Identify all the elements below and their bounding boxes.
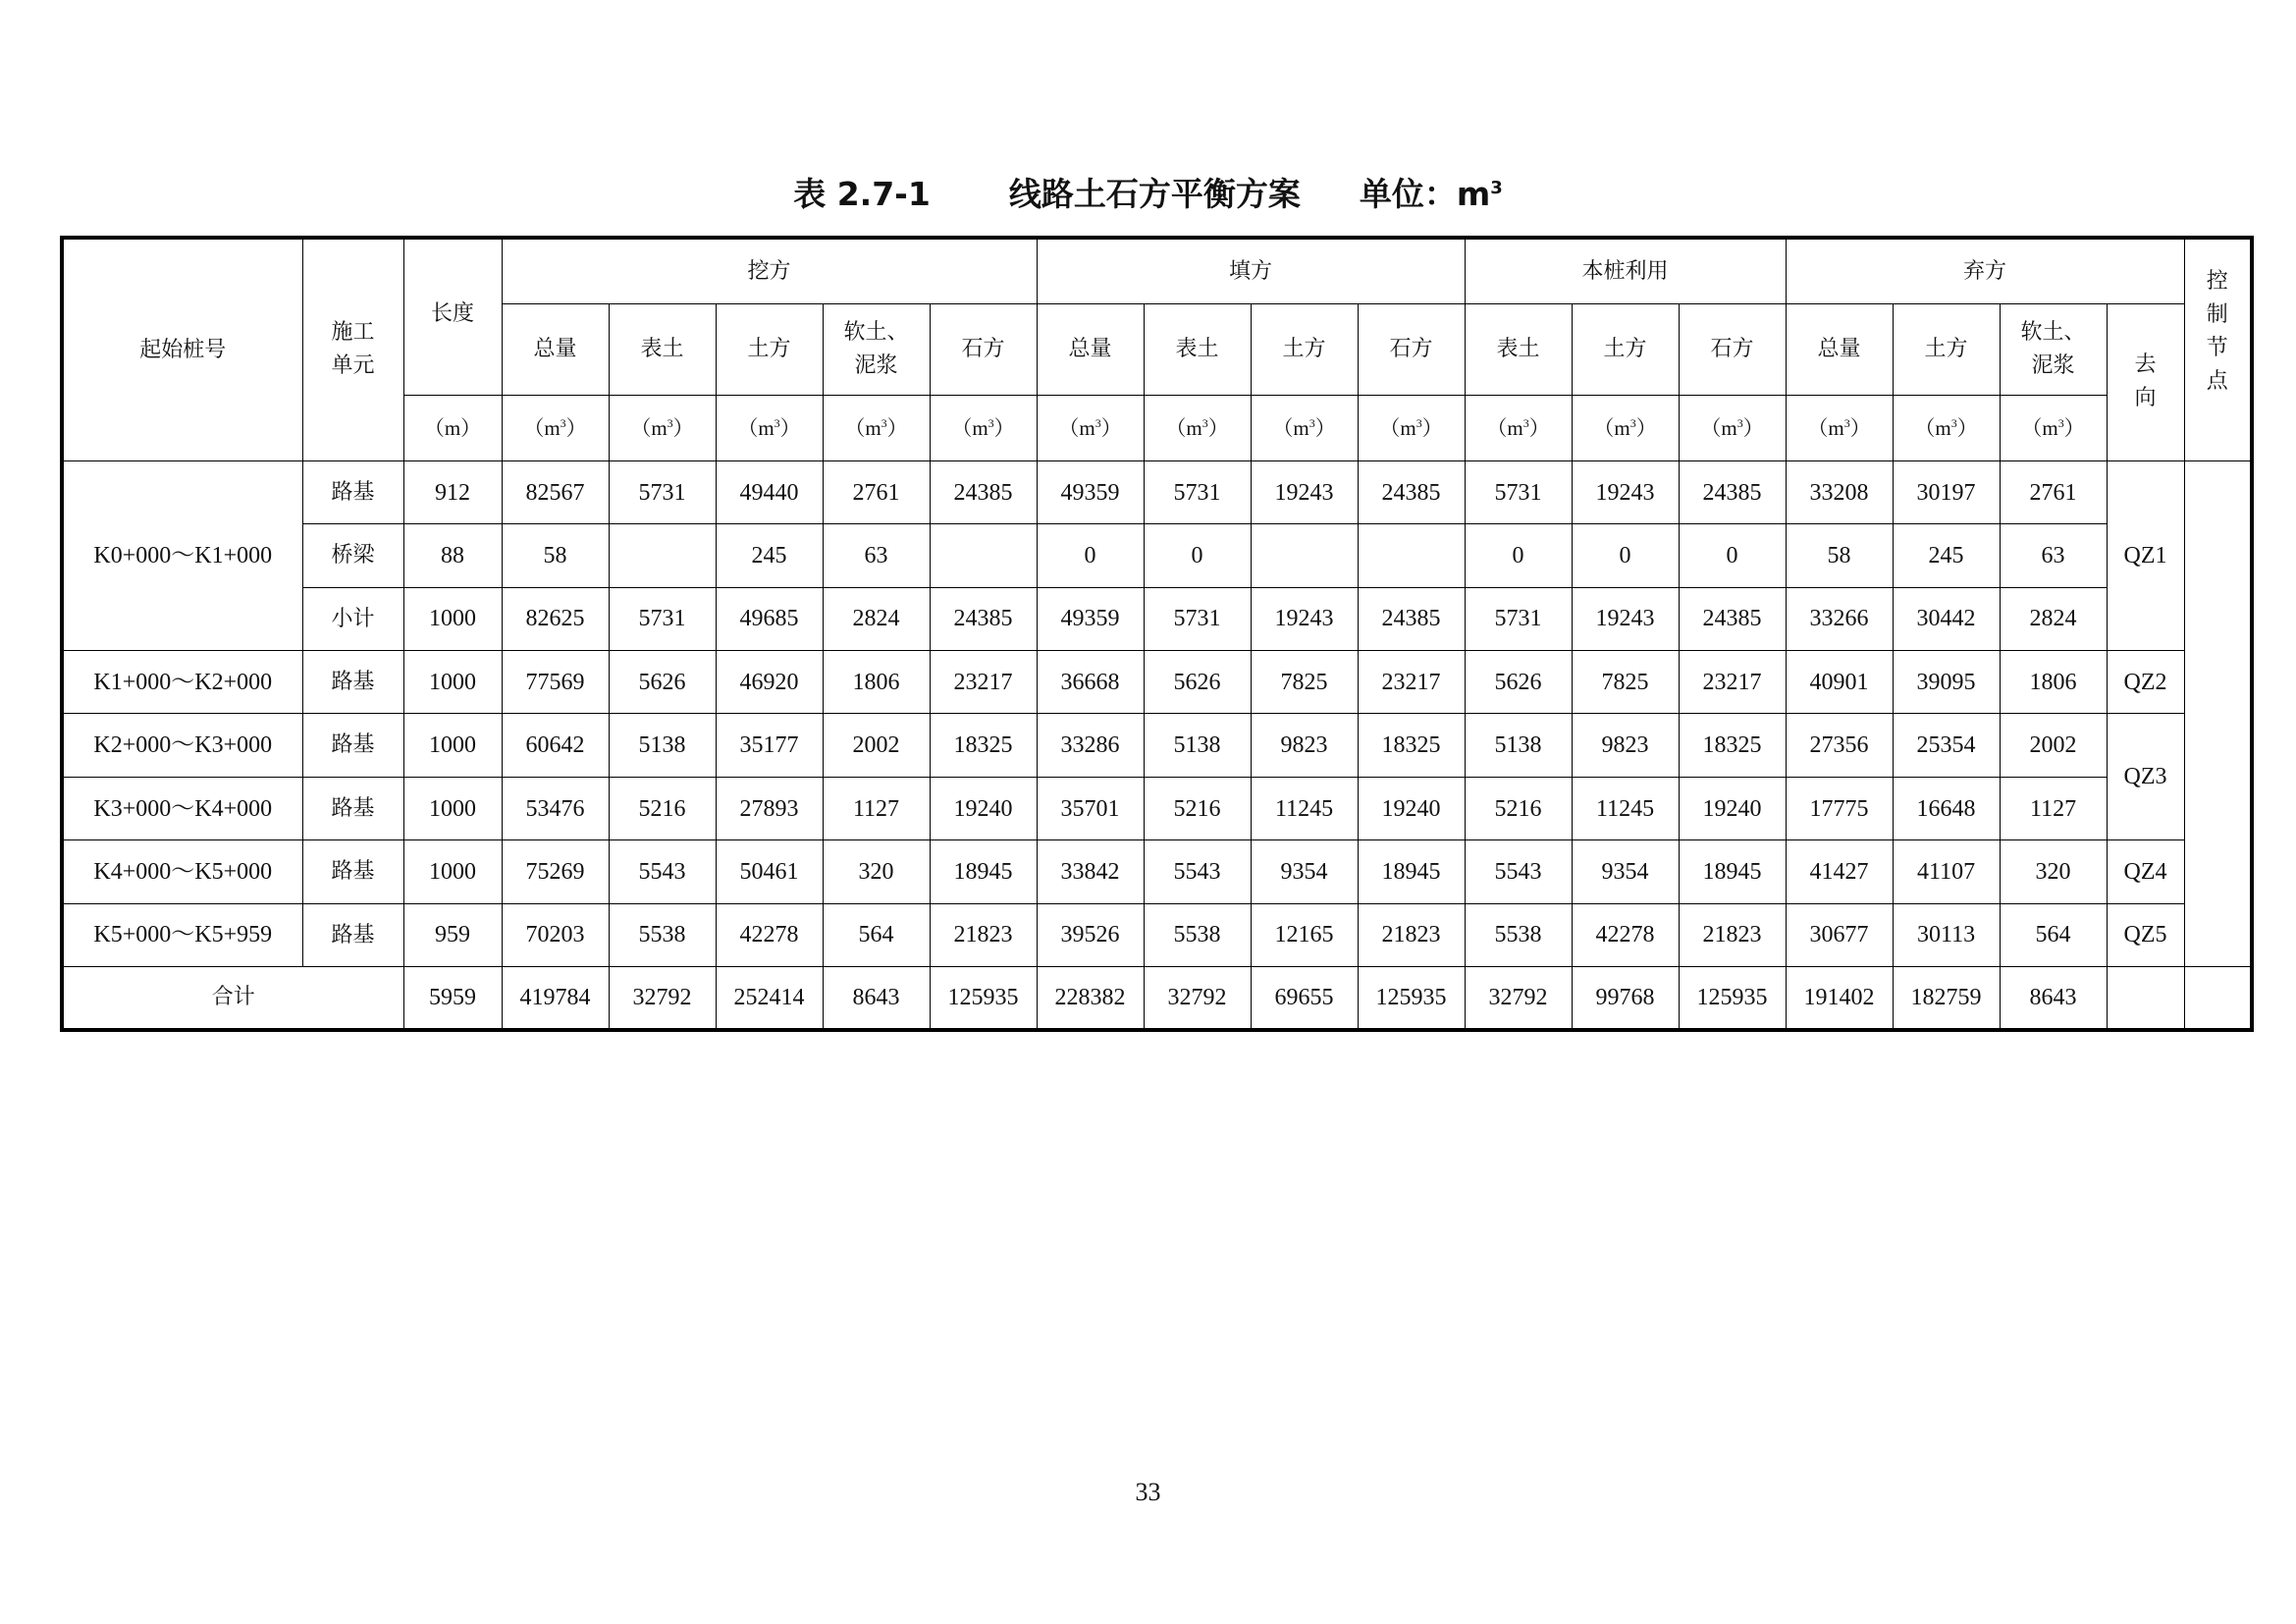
fill-rock-cell: 19240 — [1358, 777, 1465, 839]
fill-rock-cell: 24385 — [1358, 587, 1465, 650]
control-node-cell — [2184, 460, 2252, 966]
total-destination-cell — [2107, 967, 2184, 1030]
length-cell: 1000 — [403, 714, 502, 777]
waste-total-cell: 40901 — [1786, 651, 1893, 714]
total-cut-total-cell: 419784 — [502, 967, 609, 1030]
header-reuse: 本桩利用 — [1465, 238, 1786, 303]
cut-earth-cell: 49685 — [716, 587, 823, 650]
cut-soft-cell: 2002 — [823, 714, 930, 777]
total-cut-earth-cell: 252414 — [716, 967, 823, 1030]
fill-earth-cell: 9823 — [1251, 714, 1358, 777]
earthwork-balance-table — [60, 236, 2254, 1032]
header-cut-total: 总量 — [502, 303, 609, 396]
cut-topsoil-cell: 5538 — [609, 903, 716, 966]
construction-unit-cell: 路基 — [302, 777, 403, 839]
fill-rock-cell: 24385 — [1358, 460, 1465, 523]
reuse-rock-cell: 0 — [1679, 524, 1786, 587]
length-cell: 1000 — [403, 651, 502, 714]
total-fill-earth-cell: 69655 — [1251, 967, 1358, 1030]
waste-earth-cell: 39095 — [1893, 651, 2000, 714]
fill-earth-cell — [1251, 524, 1358, 587]
length-cell: 959 — [403, 903, 502, 966]
unit-label: 单位：$m^3$ — [1359, 175, 1503, 213]
header-cut: 挖方 — [502, 238, 1037, 303]
total-length-cell: 5959 — [403, 967, 502, 1030]
total-row — [62, 967, 2252, 1030]
cut-total-cell: 82625 — [502, 587, 609, 650]
cut-rock-cell — [930, 524, 1037, 587]
waste-soft-cell: 1127 — [2000, 777, 2107, 839]
stake-range-cell: K4+000～K5+000 — [62, 840, 302, 903]
cut-earth-cell: 50461 — [716, 840, 823, 903]
volume-unit-cell: $(m^3)$ — [930, 396, 1037, 460]
header-fill-earth: 土方 — [1251, 303, 1358, 396]
total-cut-soft-cell: 8643 — [823, 967, 930, 1030]
waste-earth-cell: 25354 — [1893, 714, 2000, 777]
header-waste-earth: 土方 — [1893, 303, 2000, 396]
cut-soft-cell: 320 — [823, 840, 930, 903]
header-waste-total: 总量 — [1786, 303, 1893, 396]
volume-unit-cell: $(m^3)$ — [1358, 396, 1465, 460]
fill-rock-cell: 21823 — [1358, 903, 1465, 966]
cut-earth-cell: 35177 — [716, 714, 823, 777]
length-cell: 912 — [403, 460, 502, 523]
header-reuse-earth: 土方 — [1572, 303, 1679, 396]
stake-range-cell: K3+000～K4+000 — [62, 777, 302, 839]
waste-soft-cell: 320 — [2000, 840, 2107, 903]
header-row-groups — [62, 238, 2252, 303]
fill-topsoil-cell: 5216 — [1144, 777, 1251, 839]
total-reuse-rock-cell: 125935 — [1679, 967, 1786, 1030]
total-waste-earth-cell: 182759 — [1893, 967, 2000, 1030]
total-label-cell: 合计 — [62, 967, 403, 1030]
cut-earth-cell: 27893 — [716, 777, 823, 839]
waste-earth-cell: 245 — [1893, 524, 2000, 587]
reuse-rock-cell: 19240 — [1679, 777, 1786, 839]
total-fill-rock-cell: 125935 — [1358, 967, 1465, 1030]
reuse-topsoil-cell: 5138 — [1465, 714, 1572, 777]
cut-rock-cell: 19240 — [930, 777, 1037, 839]
reuse-rock-cell: 24385 — [1679, 460, 1786, 523]
construction-unit-cell: 小计 — [302, 587, 403, 650]
table-caption — [0, 169, 2296, 215]
reuse-topsoil-cell: 5538 — [1465, 903, 1572, 966]
reuse-topsoil-cell: 0 — [1465, 524, 1572, 587]
cut-total-cell: 60642 — [502, 714, 609, 777]
destination-cell: QZ3 — [2107, 714, 2184, 840]
reuse-topsoil-cell: 5543 — [1465, 840, 1572, 903]
cut-rock-cell: 21823 — [930, 903, 1037, 966]
cut-total-cell: 77569 — [502, 651, 609, 714]
reuse-earth-cell: 7825 — [1572, 651, 1679, 714]
volume-unit-cell: $(m^3)$ — [823, 396, 930, 460]
total-waste-total-cell: 191402 — [1786, 967, 1893, 1030]
reuse-earth-cell: 19243 — [1572, 460, 1679, 523]
cut-rock-cell: 24385 — [930, 587, 1037, 650]
waste-earth-cell: 41107 — [1893, 840, 2000, 903]
fill-rock-cell: 18945 — [1358, 840, 1465, 903]
total-waste-soft-cell: 8643 — [2000, 967, 2107, 1030]
waste-earth-cell: 30113 — [1893, 903, 2000, 966]
waste-earth-cell: 30442 — [1893, 587, 2000, 650]
reuse-topsoil-cell: 5626 — [1465, 651, 1572, 714]
cut-topsoil-cell: 5626 — [609, 651, 716, 714]
destination-cell: QZ1 — [2107, 460, 2184, 650]
construction-unit-cell: 路基 — [302, 840, 403, 903]
total-cut-rock-cell: 125935 — [930, 967, 1037, 1030]
fill-earth-cell: 7825 — [1251, 651, 1358, 714]
header-reuse-topsoil: 表土 — [1465, 303, 1572, 396]
table-row — [62, 524, 2252, 587]
cut-earth-cell: 42278 — [716, 903, 823, 966]
volume-unit-cell: $(m^3)$ — [1037, 396, 1144, 460]
fill-total-cell: 33842 — [1037, 840, 1144, 903]
table-row — [62, 651, 2252, 714]
cut-earth-cell: 46920 — [716, 651, 823, 714]
reuse-earth-cell: 0 — [1572, 524, 1679, 587]
reuse-topsoil-cell: 5216 — [1465, 777, 1572, 839]
cut-rock-cell: 23217 — [930, 651, 1037, 714]
cut-total-cell: 70203 — [502, 903, 609, 966]
waste-total-cell: 17775 — [1786, 777, 1893, 839]
header-destination: 去向 — [2107, 303, 2184, 460]
volume-unit-cell: $(m^3)$ — [502, 396, 609, 460]
volume-unit-cell: $(m^3)$ — [716, 396, 823, 460]
header-fill: 填方 — [1037, 238, 1465, 303]
fill-topsoil-cell: 5626 — [1144, 651, 1251, 714]
cut-soft-cell: 564 — [823, 903, 930, 966]
volume-unit-cell: $(m^3)$ — [1572, 396, 1679, 460]
reuse-rock-cell: 23217 — [1679, 651, 1786, 714]
destination-cell: QZ5 — [2107, 903, 2184, 966]
fill-total-cell: 39526 — [1037, 903, 1144, 966]
fill-topsoil-cell: 5731 — [1144, 587, 1251, 650]
destination-cell: QZ2 — [2107, 651, 2184, 714]
reuse-topsoil-cell: 5731 — [1465, 587, 1572, 650]
page-number: 33 — [1135, 1478, 1161, 1506]
length-cell: 1000 — [403, 840, 502, 903]
reuse-rock-cell: 18945 — [1679, 840, 1786, 903]
cut-topsoil-cell: 5543 — [609, 840, 716, 903]
cut-soft-cell: 2824 — [823, 587, 930, 650]
cut-soft-cell: 63 — [823, 524, 930, 587]
total-reuse-topsoil-cell: 32792 — [1465, 967, 1572, 1030]
fill-total-cell: 36668 — [1037, 651, 1144, 714]
header-fill-rock: 石方 — [1358, 303, 1465, 396]
header-cut-topsoil: 表土 — [609, 303, 716, 396]
waste-soft-cell: 63 — [2000, 524, 2107, 587]
fill-topsoil-cell: 5543 — [1144, 840, 1251, 903]
volume-unit-cell: $(m^3)$ — [1679, 396, 1786, 460]
fill-topsoil-cell: 0 — [1144, 524, 1251, 587]
stake-range-cell: K0+000～K1+000 — [62, 460, 302, 650]
cut-rock-cell: 24385 — [930, 460, 1037, 523]
cut-topsoil-cell: 5731 — [609, 587, 716, 650]
reuse-earth-cell: 11245 — [1572, 777, 1679, 839]
waste-total-cell: 41427 — [1786, 840, 1893, 903]
cut-total-cell: 53476 — [502, 777, 609, 839]
reuse-rock-cell: 21823 — [1679, 903, 1786, 966]
reuse-earth-cell: 42278 — [1572, 903, 1679, 966]
total-fill-total-cell: 228382 — [1037, 967, 1144, 1030]
length-cell: 1000 — [403, 587, 502, 650]
fill-earth-cell: 11245 — [1251, 777, 1358, 839]
volume-unit-cell: $(m^3)$ — [1893, 396, 2000, 460]
volume-unit-cell: $(m^3)$ — [1144, 396, 1251, 460]
cut-rock-cell: 18325 — [930, 714, 1037, 777]
waste-soft-cell: 2002 — [2000, 714, 2107, 777]
fill-rock-cell — [1358, 524, 1465, 587]
construction-unit-cell: 路基 — [302, 460, 403, 523]
table-row — [62, 460, 2252, 523]
volume-unit-cell: $(m^3)$ — [1465, 396, 1572, 460]
header-waste: 弃方 — [1786, 238, 2184, 303]
waste-total-cell: 33208 — [1786, 460, 1893, 523]
cut-soft-cell: 1127 — [823, 777, 930, 839]
reuse-topsoil-cell: 5731 — [1465, 460, 1572, 523]
volume-unit-cell: $(m^3)$ — [2000, 396, 2107, 460]
length-cell: 1000 — [403, 777, 502, 839]
construction-unit-cell: 路基 — [302, 651, 403, 714]
fill-earth-cell: 9354 — [1251, 840, 1358, 903]
cut-earth-cell: 245 — [716, 524, 823, 587]
construction-unit-cell: 桥梁 — [302, 524, 403, 587]
reuse-earth-cell: 19243 — [1572, 587, 1679, 650]
table-row — [62, 903, 2252, 966]
table-row — [62, 714, 2252, 777]
cut-total-cell: 82567 — [502, 460, 609, 523]
header-cut-earth: 土方 — [716, 303, 823, 396]
header-cut-rock: 石方 — [930, 303, 1037, 396]
header-length-unit: （m） — [403, 396, 502, 460]
table-row — [62, 587, 2252, 650]
table-row — [62, 840, 2252, 903]
volume-unit-cell: $(m^3)$ — [1786, 396, 1893, 460]
reuse-rock-cell: 24385 — [1679, 587, 1786, 650]
construction-unit-cell: 路基 — [302, 714, 403, 777]
fill-earth-cell: 19243 — [1251, 460, 1358, 523]
waste-total-cell: 33266 — [1786, 587, 1893, 650]
fill-earth-cell: 19243 — [1251, 587, 1358, 650]
waste-earth-cell: 30197 — [1893, 460, 2000, 523]
fill-total-cell: 35701 — [1037, 777, 1144, 839]
reuse-earth-cell: 9354 — [1572, 840, 1679, 903]
fill-earth-cell: 12165 — [1251, 903, 1358, 966]
fill-total-cell: 49359 — [1037, 460, 1144, 523]
fill-topsoil-cell: 5138 — [1144, 714, 1251, 777]
header-waste-soft: 软土、泥浆 — [2000, 303, 2107, 396]
volume-unit-cell: $(m^3)$ — [609, 396, 716, 460]
total-fill-topsoil-cell: 32792 — [1144, 967, 1251, 1030]
header-unit: 施工单元 — [302, 238, 403, 460]
cut-total-cell: 75269 — [502, 840, 609, 903]
cut-earth-cell: 49440 — [716, 460, 823, 523]
header-reuse-rock: 石方 — [1679, 303, 1786, 396]
fill-topsoil-cell: 5731 — [1144, 460, 1251, 523]
reuse-earth-cell: 9823 — [1572, 714, 1679, 777]
header-fill-total: 总量 — [1037, 303, 1144, 396]
destination-cell: QZ4 — [2107, 840, 2184, 903]
header-start-stake: 起始桩号 — [62, 238, 302, 460]
waste-total-cell: 27356 — [1786, 714, 1893, 777]
header-cut-soft: 软土、泥浆 — [823, 303, 930, 396]
cut-topsoil-cell: 5138 — [609, 714, 716, 777]
header-fill-topsoil: 表土 — [1144, 303, 1251, 396]
waste-soft-cell: 2761 — [2000, 460, 2107, 523]
total-reuse-earth-cell: 99768 — [1572, 967, 1679, 1030]
cut-topsoil-cell — [609, 524, 716, 587]
cut-topsoil-cell: 5216 — [609, 777, 716, 839]
total-cut-topsoil-cell: 32792 — [609, 967, 716, 1030]
header-control-node: 控制节点 — [2184, 238, 2252, 460]
fill-total-cell: 49359 — [1037, 587, 1144, 650]
waste-soft-cell: 564 — [2000, 903, 2107, 966]
table-title: 线路土石方平衡方案 — [1008, 175, 1301, 213]
reuse-rock-cell: 18325 — [1679, 714, 1786, 777]
waste-total-cell: 30677 — [1786, 903, 1893, 966]
cut-topsoil-cell: 5731 — [609, 460, 716, 523]
fill-topsoil-cell: 5538 — [1144, 903, 1251, 966]
fill-rock-cell: 23217 — [1358, 651, 1465, 714]
stake-range-cell: K1+000～K2+000 — [62, 651, 302, 714]
cut-rock-cell: 18945 — [930, 840, 1037, 903]
header-length: 长度 — [403, 238, 502, 396]
waste-earth-cell: 16648 — [1893, 777, 2000, 839]
cut-total-cell: 58 — [502, 524, 609, 587]
cut-soft-cell: 2761 — [823, 460, 930, 523]
total-control-node-cell — [2184, 967, 2252, 1030]
length-cell: 88 — [403, 524, 502, 587]
table-number: 表 2.7-1 — [793, 175, 931, 213]
cut-soft-cell: 1806 — [823, 651, 930, 714]
table-row — [62, 777, 2252, 839]
stake-range-cell: K5+000～K5+959 — [62, 903, 302, 966]
fill-rock-cell: 18325 — [1358, 714, 1465, 777]
waste-total-cell: 58 — [1786, 524, 1893, 587]
fill-total-cell: 0 — [1037, 524, 1144, 587]
waste-soft-cell: 1806 — [2000, 651, 2107, 714]
stake-range-cell: K2+000～K3+000 — [62, 714, 302, 777]
construction-unit-cell: 路基 — [302, 903, 403, 966]
waste-soft-cell: 2824 — [2000, 587, 2107, 650]
volume-unit-cell: $(m^3)$ — [1251, 396, 1358, 460]
fill-total-cell: 33286 — [1037, 714, 1144, 777]
